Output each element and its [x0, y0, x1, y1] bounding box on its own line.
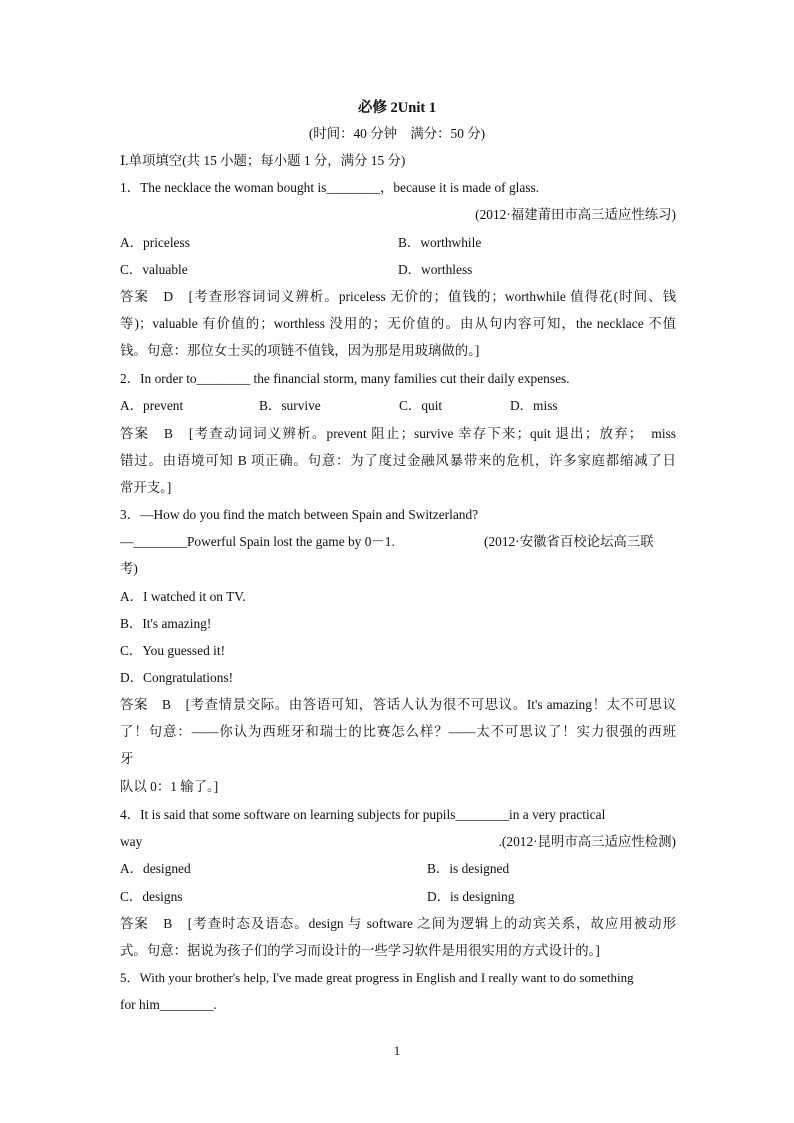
q3-option-d: D．Congratulations! — [120, 670, 234, 685]
q1-option-b: B．worthwhile — [398, 235, 482, 250]
q3-option-b: B．It's amazing! — [120, 616, 212, 631]
q3-stem-line-2: —________Powerful Spain lost the game by 0－1. — [120, 534, 395, 549]
q4-option-c: C．designs — [120, 889, 183, 904]
q3-option-c: C．You guessed it! — [120, 643, 226, 658]
q1-option-d: D．worthless — [398, 262, 473, 277]
q4-answer-line-1: 答案 B [考查时态及语态。design 与 software 之间为逻辑上的动宾关系，故应用被动形 — [120, 916, 676, 931]
q1-stem: 1．The necklace the woman bought is________，because it is made of glass. — [120, 180, 540, 195]
q2-option-d: D．miss — [510, 398, 558, 413]
q2-option-b: B．survive — [259, 398, 321, 413]
q4-stem-line-1: 4．It is said that some software on learning subjects for pupils________in a very practical — [120, 807, 606, 822]
q3-stem-line-1: 3．—How do you find the match between Spain and Switzerland? — [120, 507, 479, 522]
page-number: 1 — [393, 1044, 401, 1058]
q5-stem-line-1: 5．With your brother's help, I've made great progress in English and I really want to do something — [120, 970, 634, 985]
q2-option-a: A．prevent — [120, 398, 184, 413]
q5-stem-line-2: for him________. — [120, 997, 217, 1012]
q2-stem: 2．In order to________ the financial storm, many families cut their daily expenses. — [120, 371, 570, 386]
q4-option-a: A．designed — [120, 861, 191, 876]
q1-source: (2012·福建莆田市高三适应性练习) — [475, 207, 676, 222]
q1-answer-line-1: 答案 D [考查形容词词义辨析。priceless 无价的；值钱的；worthwhile 值得花(时间、钱 — [120, 289, 676, 304]
page-subtitle: (时间：40 分钟 满分：50 分) — [308, 126, 486, 141]
page-title: 必修 2Unit 1 — [357, 100, 437, 116]
section-heading: Ⅰ.单项填空(共 15 小题；每小题 1 分，满分 15 分) — [120, 153, 406, 168]
q4-stem-line-2: way — [120, 834, 143, 849]
q1-option-c: C．valuable — [120, 262, 188, 277]
q3-answer-line-2: 了！句意：——你认为西班牙和瑞士的比赛怎么样？——太不可思议了！实力很强的西班 — [120, 724, 676, 739]
q1-answer-line-3: 钱。句意：那位女士买的项链不值钱，因为那是用玻璃做的。] — [120, 343, 480, 358]
q3-answer-line-1: 答案 B [考查情景交际。由答语可知，答话人认为很不可思议。It's amazing！太不可思议 — [120, 697, 676, 712]
q4-option-d: D．is designing — [427, 889, 515, 904]
q2-answer-line-2: 错过。由语境可知 B 项正确。句意：为了度过金融风暴带来的危机，许多家庭都缩减了日 — [120, 453, 676, 468]
q3-option-a: A．I watched it on TV. — [120, 589, 246, 604]
q3-answer-line-3: 牙 — [120, 751, 134, 766]
q3-source: (2012·安徽省百校论坛高三联 — [484, 534, 654, 549]
q3-answer-line-4: 队以 0：1 输了。] — [120, 779, 219, 794]
q2-option-c: C．quit — [399, 398, 443, 413]
q1-option-a: A．priceless — [120, 235, 190, 250]
q4-option-b: B．is designed — [427, 861, 510, 876]
q1-answer-line-2: 等)；valuable 有价值的；worthless 没用的；无价值的。由从句内容可知，the necklace 不值 — [120, 316, 676, 331]
q2-answer-line-1: 答案 B [考查动词词义辨析。prevent 阻止；survive 幸存下来；quit 退出；放弃； miss — [120, 426, 676, 441]
q4-source: .(2012·昆明市高三适应性检测) — [498, 834, 676, 849]
q4-answer-line-2: 式。句意：据说为孩子们的学习而设计的一些学习软件是用很实用的方式设计的。] — [120, 943, 600, 958]
q3-source-cont: 考) — [120, 561, 138, 576]
q2-answer-line-3: 常开支。] — [120, 480, 172, 495]
